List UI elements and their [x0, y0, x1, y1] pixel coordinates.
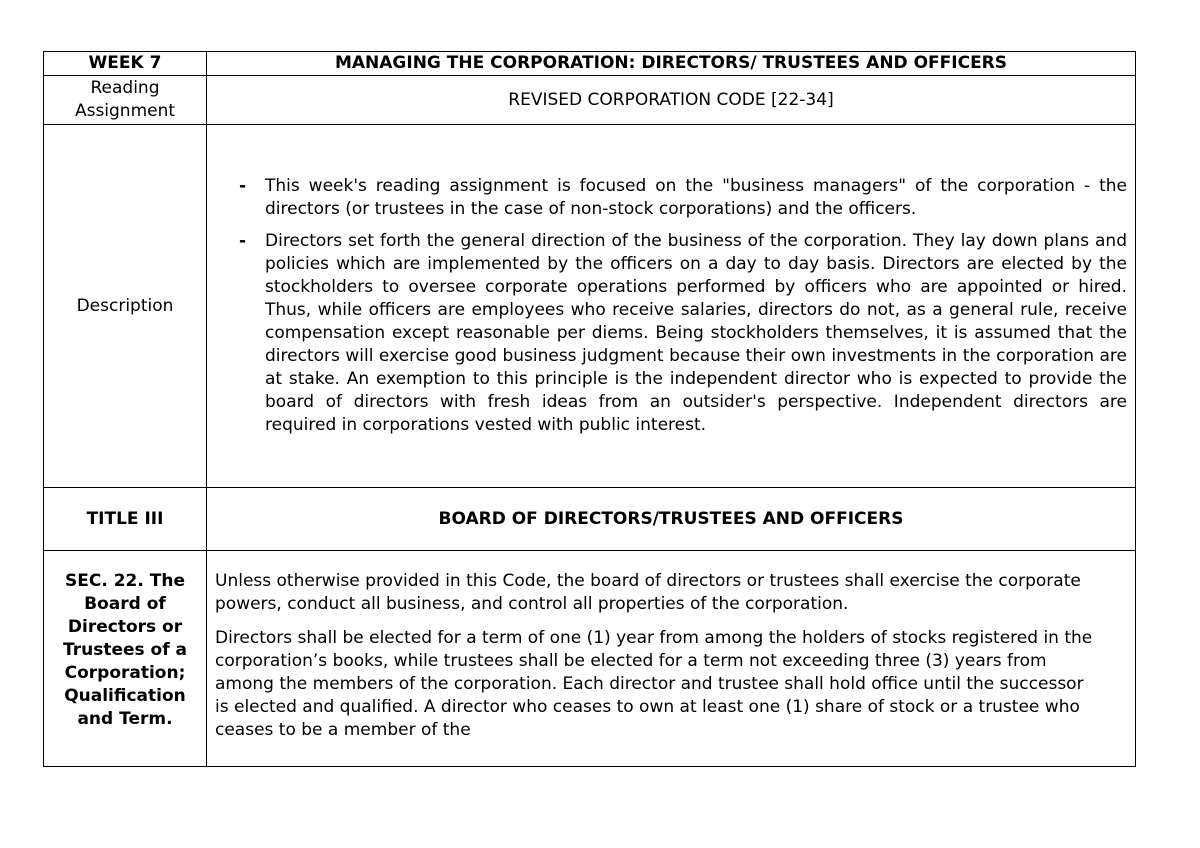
week-label: WEEK 7	[44, 52, 207, 76]
reading-row	[44, 76, 1136, 125]
section22-row	[44, 551, 1136, 767]
bullet-dash: -	[239, 176, 247, 196]
section22-heading: SEC. 22. The Board of Directors or Trustees of a Corporation; Qualification and Term.	[44, 551, 207, 767]
title-value: BOARD OF DIRECTORS/TRUSTEES AND OFFICERS	[207, 488, 1136, 551]
description-item	[239, 230, 1127, 437]
description-row	[44, 125, 1136, 488]
week-title: MANAGING THE CORPORATION: DIRECTORS/ TRUSTEES AND OFFICERS	[207, 52, 1136, 76]
week-row	[44, 52, 1136, 76]
description-content	[207, 125, 1136, 488]
document-table	[43, 51, 1136, 767]
description-item-text: Directors set forth the general direction of the business of the corporation. They lay down plans and policies which are implemented by the officers on a day to day basis. Directors are elected by the stockholders to oversee corporate operations performed by officers who are appointed or hired. Thus, while officers are employees who receive salaries, directors do not, as a general rule, receive compensation except reasonable per diems. Being stockholders themselves, it is assumed that the directors will exercise good business judgment because their own investments in the corporation are at stake. An exemption to this principle is the independent director who is expected to provide the board of directors with fresh ideas from an outsider's perspective. Independent directors are required in corporations vested with public interest.	[265, 231, 1127, 435]
reading-label: Reading Assignment	[44, 76, 207, 125]
section22-content	[207, 551, 1136, 767]
section22-paragraph: Directors shall be elected for a term of one (1) year from among the holders of stocks registered in the corporation’s books, while trustees shall be elected for a term not exceeding three (3) years from among the members of the corporation. Each director and trustee shall hold office until the successor is elected and qualified. A director who ceases to own at least one (1) share of stock or a trustee who ceases to be a member of the	[215, 628, 1093, 740]
bullet-dash: -	[239, 231, 247, 251]
description-item-text: This week's reading assignment is focused on the "business managers" of the corporation - the directors (or trustees in the case of non-stock corporations) and the officers.	[265, 176, 1127, 219]
title-label: TITLE III	[44, 488, 207, 551]
description-list	[215, 175, 1127, 437]
title-row	[44, 488, 1136, 551]
reading-value: REVISED CORPORATION CODE [22-34]	[207, 76, 1136, 125]
description-item	[239, 175, 1127, 221]
section22-paragraph: Unless otherwise provided in this Code, the board of directors or trustees shall exercise the corporate powers, conduct all business, and control all properties of the corporation.	[215, 571, 1081, 614]
description-label: Description	[44, 125, 207, 488]
